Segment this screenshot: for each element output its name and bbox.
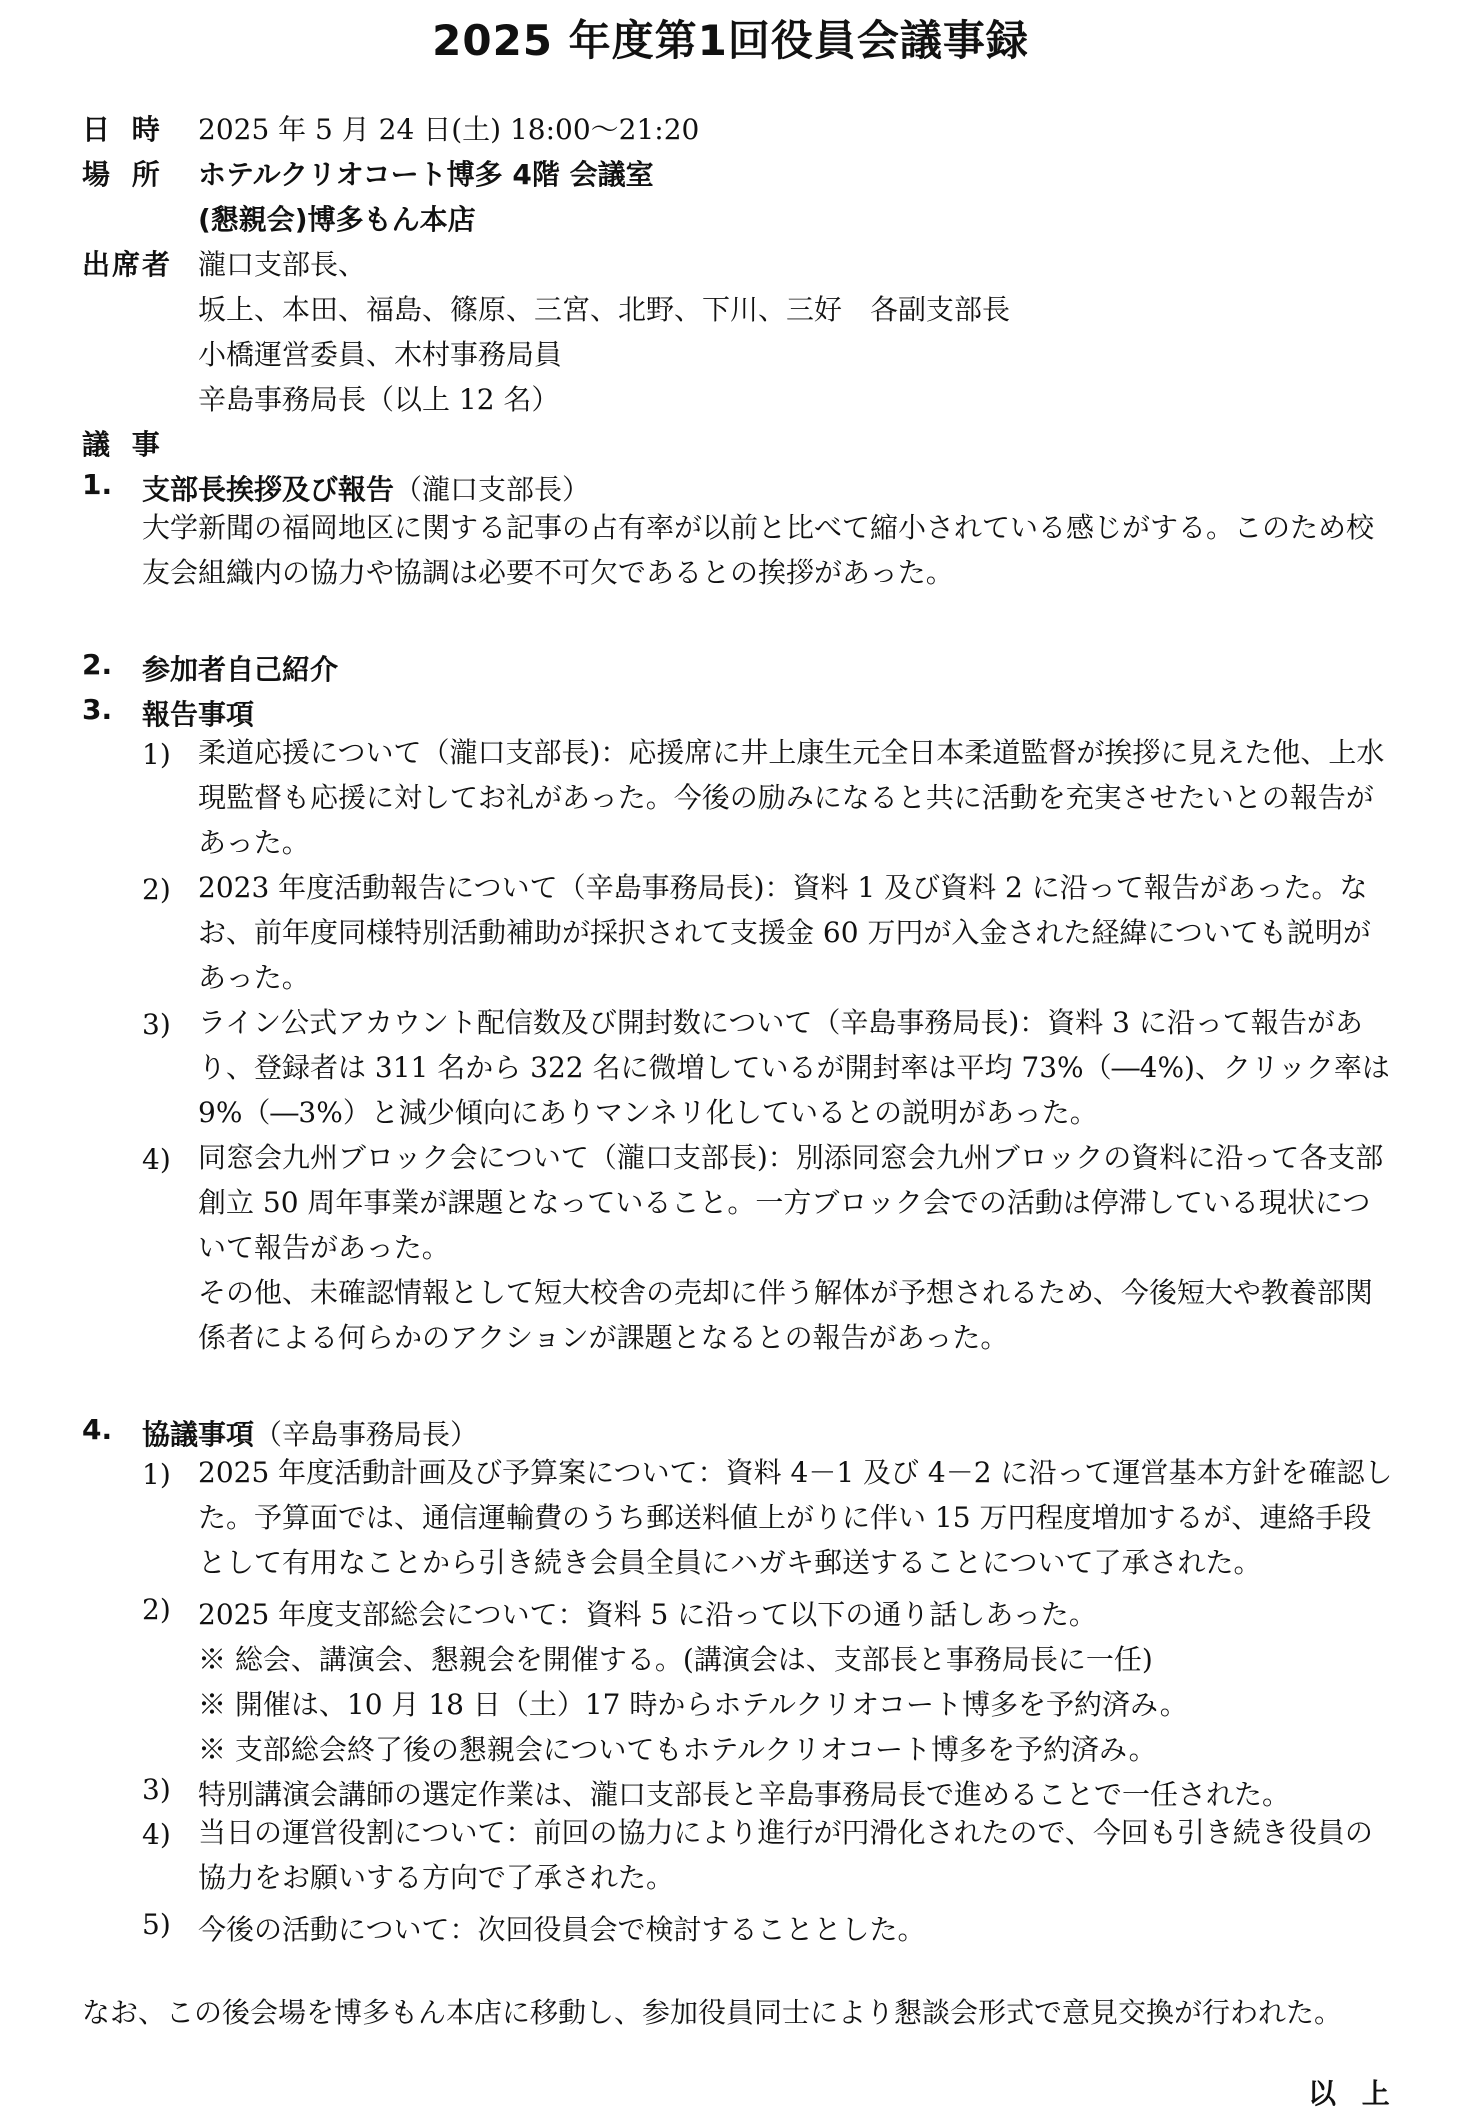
section-1-heading	[142, 468, 590, 508]
attendees-label: 出席者	[82, 248, 173, 281]
discussion-item-3-number: 3)	[142, 1773, 171, 1806]
date-label: 日 時	[82, 113, 166, 146]
section-2-number: 2.	[82, 648, 113, 681]
discussion-note-1: ※ 総会、講演会、懇親会を開催する。(講演会は、支部長と事務局長に一任)	[198, 1643, 1153, 1676]
discussion-item-4-number: 4)	[142, 1818, 171, 1851]
section-1-speaker: （瀧口支部長）	[394, 473, 591, 506]
closing-remark: なお、この後会場を博多もん本店に移動し、参加役員同士により懇談会形式で意見交換が行われた。	[82, 1996, 1343, 2029]
date-value: 2025 年 5 月 24 日(土) 18:00～21:20	[198, 113, 700, 146]
section-4-title: 協議事項	[142, 1418, 255, 1451]
section-3-number: 3.	[82, 693, 113, 726]
discussion-item-2-text: 2025 年度支部総会について：資料 5 に沿って以下の通り話しあった。	[198, 1598, 1097, 1631]
agenda-label: 議 事	[82, 428, 166, 461]
section-4-speaker: （辛島事務局長）	[254, 1418, 479, 1451]
attendees-line-4: 辛島事務局長（以上 12 名）	[198, 383, 560, 416]
report-item-4-number: 4)	[142, 1143, 171, 1176]
report-item-1-text: 柔道応援について（瀧口支部長)：応援席に井上康生元全日本柔道監督が挨拶に見えた他、上水現監督も応援に対してお礼があった。今後の励みになると共に活動を充実させたいとの報告があった。	[198, 736, 1385, 859]
section-3-title: 報告事項	[142, 698, 255, 731]
report-extra-text: その他、未確認情報として短大校舎の売却に伴う解体が予想されるため、今後短大や教養部関係者による何らかのアクションが課題となるとの報告があった。	[198, 1276, 1373, 1354]
section-4-number: 4.	[82, 1413, 113, 1446]
discussion-item-1-number: 1)	[142, 1458, 171, 1491]
document-title: 2025 年度第1回役員会議事録	[432, 16, 1029, 65]
section-1-number: 1.	[82, 468, 113, 501]
section-4-heading	[142, 1413, 478, 1453]
discussion-item-1-text: 2025 年度活動計画及び予算案について：資料 4－1 及び 4－2 に沿って運営基本方針を確認した。予算面では、通信運輸費のうち郵送料値上がりに伴い 15 万円程度増加するが、連絡手段として有用なことから引き続き会員全員にハガキ郵送することについて了承された。	[198, 1456, 1393, 1579]
report-item-3-text: ライン公式アカウント配信数及び開封数について（辛島事務局長)：資料 3 に沿って報告があり、登録者は 311 名から 322 名に微増しているが開封率は平均 73%（―4%)、クリック率は 9%（―3%）と減少傾向にありマンネリ化しているとの説明があった。	[198, 1006, 1390, 1129]
discussion-item-3-text: 特別講演会講師の選定作業は、瀧口支部長と辛島事務局長で進めることで一任された。	[198, 1778, 1291, 1811]
section-2-title: 参加者自己紹介	[142, 653, 339, 686]
attendees-line-3: 小橋運営委員、木村事務局員	[198, 338, 563, 371]
section-1-body: 大学新聞の福岡地区に関する記事の占有率が以前と比べて縮小されている感じがする。このため校友会組織内の協力や協調は必要不可欠であるとの挨拶があった。	[142, 511, 1375, 589]
attendees-line-1: 瀧口支部長、	[198, 248, 367, 281]
discussion-note-2: ※ 開催は、10 月 18 日（土）17 時からホテルクリオコート博多を予約済み。	[198, 1688, 1188, 1721]
place-label: 場 所	[82, 158, 166, 191]
place-value-1: ホテルクリオコート博多 4階 会議室	[198, 158, 654, 191]
discussion-item-2-number: 2)	[142, 1593, 171, 1626]
report-item-4-text: 同窓会九州ブロック会について（瀧口支部長)：別添同窓会九州ブロックの資料に沿って各支部創立 50 周年事業が課題となっていること。一方ブロック会での活動は停滞している現状について報告があった。	[198, 1141, 1384, 1264]
discussion-item-4-text: 当日の運営役割について：前回の協力により進行が円滑化されたので、今回も引き続き役員の協力をお願いする方向で了承された。	[198, 1816, 1373, 1894]
discussion-item-5-number: 5)	[142, 1908, 171, 1941]
section-1-title: 支部長挨拶及び報告	[142, 473, 395, 506]
attendees-line-2: 坂上、本田、福島、篠原、三宮、北野、下川、三好 各副支部長	[198, 293, 1011, 326]
discussion-item-5-text: 今後の活動について：次回役員会で検討することとした。	[198, 1913, 926, 1946]
report-item-2-number: 2)	[142, 873, 171, 906]
end-mark: 以 上	[1308, 2077, 1398, 2110]
discussion-note-3: ※ 支部総会終了後の懇親会についてもホテルクリオコート博多を予約済み。	[198, 1733, 1157, 1766]
place-value-2: (懇親会)博多もん本店	[198, 203, 476, 236]
report-item-1-number: 1)	[142, 738, 171, 771]
report-item-2-text: 2023 年度活動報告について（辛島事務局長)：資料 1 及び資料 2 に沿って報告があった。なお、前年度同様特別活動補助が採択されて支援金 60 万円が入金された経緯についても説明があった。	[198, 871, 1371, 994]
report-item-3-number: 3)	[142, 1008, 171, 1041]
